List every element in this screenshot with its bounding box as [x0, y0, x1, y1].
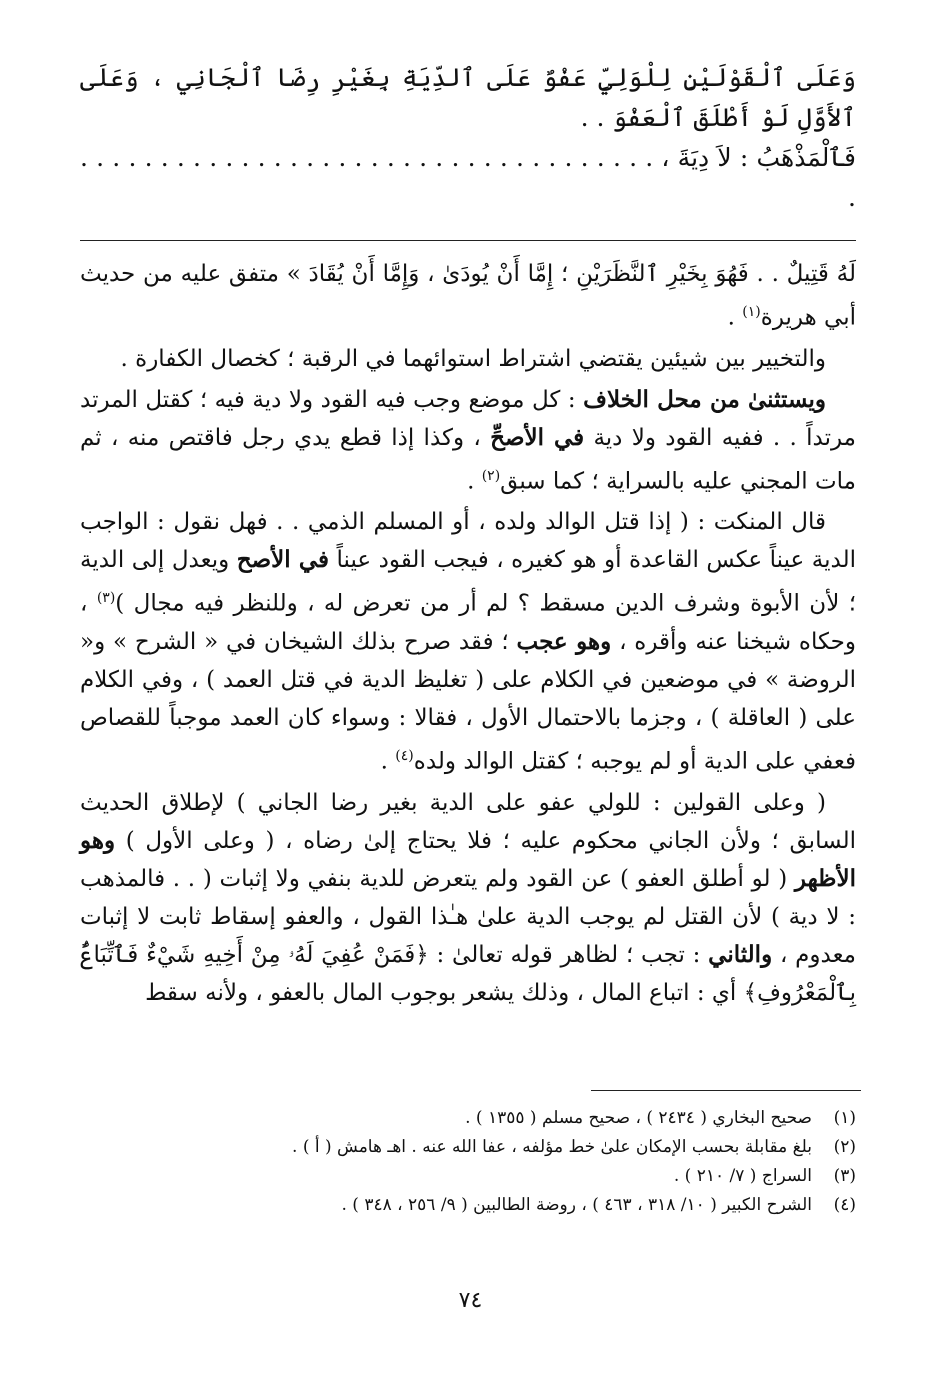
footnote-ref-1[interactable]: (١): [742, 304, 761, 320]
p5-bold-2: والثاني: [708, 940, 773, 968]
p5-text-b: ( لو أطلق العفو ) عن القود ولم يتعرض للدية بنفي ولا إثبات ( . . فالمذهب : لا دية ) لأن القتل لم يوجب الدية علىٰ هـٰذا القول ، والعفو إسقاط ثابت لا إثبات معدوم ،: [80, 865, 856, 968]
footnote-text: صحيح البخاري ( ٢٤٣٤ ) ، صحيح مسلم ( ١٣٥٥ ) .: [465, 1108, 812, 1128]
p5-bold-1: وهو الأظهر: [80, 826, 856, 892]
quran-quote: ﴿فَمَنْ عُفِيَ لَهُۥ مِنْ أَخِيهِ شَيْءٌ فَٱتِّبَاعٌۢ بِٱلْمَعْرُوفِ﴾: [80, 941, 856, 1006]
footnote-number: (١): [833, 1108, 856, 1128]
p3-bold-1: ويستثنىٰ من محل الخلاف: [583, 385, 827, 413]
p3-end: .: [467, 468, 482, 495]
p4-text-a: قال المنكت : ( إذا قتل الوالد ولده ، أو المسلم الذمي . . فهل نقول : الواجب الدية عيناً عكس القاعدة أو هو كغيره ، فيجب القود عيناً: [80, 509, 857, 574]
p1-end: .: [727, 304, 743, 331]
p4-end: .: [380, 748, 396, 775]
footnote-number: (٤): [833, 1195, 856, 1215]
p4-text-d: ؛ فقد صرح بذلك الشيخان في « الشرح » و« الروضة » في موضعين في الكلام على ( تغليظ الدية في قتل العمد ) ، وفي الكلام على ( العاقلة ) ، وجزما بالاحتمال الأول ، فقالا : وسواء كان العمد موجباً للقصاص فعفي على الدية أو لم يوجبه ؛ كقتل الوالد ولده: [80, 628, 856, 775]
commentary-paragraph-3: [80, 381, 856, 501]
p3-bold-2: في الأصحِّ: [490, 423, 585, 451]
p4-bold-2: وهو عجب: [516, 627, 612, 655]
commentary-paragraph-1: [80, 255, 856, 337]
matn-separator: [80, 240, 856, 241]
footnote-4: [80, 1191, 856, 1220]
commentary-paragraph-4: [80, 503, 856, 780]
matn-line-1: وَعَلَى ٱلْقَوْلَيْنِ لِلْوَلِيِّ عَفْوٌ عَلَى ٱلدِّيَةِ بِغَيْرِ رِضَا ٱلْجَانِي ، وَعَلَى ٱلأَوَّلِ لَوْ أَطْلَقَ ٱلْعَفْوَ . .: [80, 63, 856, 132]
footnote-2: [80, 1133, 856, 1162]
footnote-number: (٢): [833, 1137, 856, 1157]
commentary-paragraph-5: [80, 784, 856, 1012]
footnote-text: السراج ( ٧/ ٢١٠ ) .: [673, 1166, 812, 1186]
p3-text-a: : كل موضع وجب فيه القود ولا دية فيه ؛ كقتل المرتد مرتداً . . ففيه القود ولا دية: [80, 386, 856, 451]
footnote-3: [80, 1162, 856, 1191]
footnote-separator: [591, 1090, 861, 1091]
p5-text-a: ( وعلى القولين : للولي عفو على الدية بغير رضا الجاني ) لإطلاق الحديث السابق ؛ ولأن الجاني محكوم عليه ؛ فلا يحتاج إلىٰ رضاه ، ( وعلى الأول ): [80, 789, 856, 854]
page-body: [80, 58, 856, 1015]
commentary: [80, 255, 856, 1012]
footnote-number: (٣): [833, 1166, 856, 1186]
footnote-ref-2[interactable]: (٢): [481, 467, 501, 484]
footnote-text: بلغ مقابلة بحسب الإمكان علىٰ خط مؤلفه ، عفا الله عنه . اهـ هامش ( أ ) .: [292, 1137, 812, 1157]
footnote-ref-3[interactable]: (٣): [96, 590, 116, 607]
p1-text: لَهُ قَتِيلٌ . . فَهُوَ بِخَيْرِ ٱلنَّظَرَيْنِ ؛ إِمَّا أَنْ يُودَىٰ ، وَإِمَّا أَنْ يُقَادَ » متفق عليه من حديث أبي هريرة: [80, 261, 856, 331]
matn-line-2: [80, 138, 856, 218]
p4-text-c: ، وحكاه شيخنا عنه وأقره ،: [80, 590, 856, 655]
matn-text: [80, 58, 856, 218]
p3-text-b: ، وكذا إذا قطع يدي رجل فاقتص منه ، ثم مات المجني عليه بالسراية ؛ كما سبق: [80, 424, 856, 495]
p5-text-d: أي : اتباع المال ، وذلك يشعر بوجوب المال بالعفو ، ولأنه سقط: [145, 979, 744, 1006]
matn-line-2-text: فَٱلْمَذْهَبُ : لاَ دِيَةَ ،: [661, 143, 856, 172]
footnote-1: [80, 1104, 856, 1133]
footnote-text: الشرح الكبير ( ١٠/ ٣١٨ ، ٤٦٣ ) ، روضة الطالبين ( ٩/ ٢٥٦ ، ٣٤٨ ) .: [341, 1195, 812, 1215]
page-number: ٧٤: [458, 1288, 483, 1313]
p4-bold-1: في الأصح: [236, 546, 330, 574]
p4-text-b: ويعدل إلى الدية ؛ لأن الأبوة وشرف الدين مسقط ؟ لم أر من تعرض له ، وللنظر فيه مجال ): [80, 547, 856, 617]
p5-text-c: : تجب ؛ لظاهر قوله تعالىٰ :: [428, 941, 709, 968]
footnote-ref-4[interactable]: (٤): [395, 747, 414, 764]
matn-dots: . . . . . . . . . . . . . . . . . . . . . . . . . . . . . . . . . . . . .: [80, 143, 856, 212]
commentary-paragraph-2: والتخيير بين شيئين يقتضي اشتراط استوائهما في الرقبة ؛ كخصال الكفارة .: [120, 345, 826, 372]
footnotes: [80, 1104, 856, 1220]
